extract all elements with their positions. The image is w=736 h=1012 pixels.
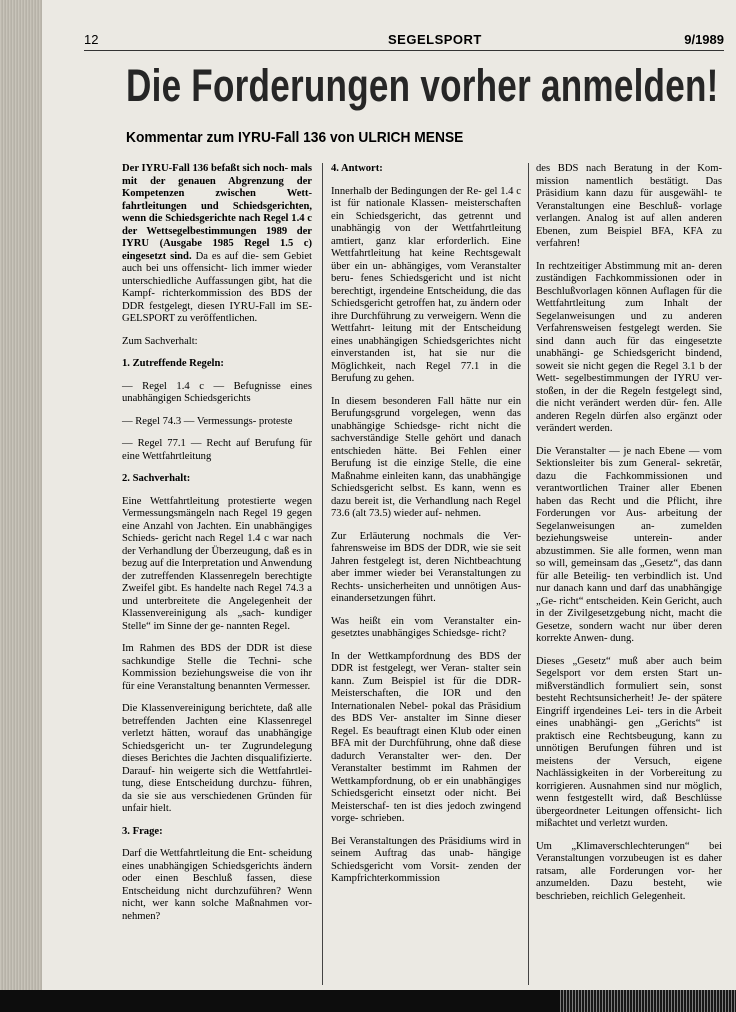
scan-bottom-border — [0, 990, 736, 1012]
paragraph: — Regel 1.4 c — Befugnisse eines unabhängigen Schiedsgerichts — [122, 380, 312, 404]
page-number: 12 — [84, 32, 99, 47]
paragraph: Bei Veranstaltungen des Präsidiums wird in seinem Auftrag das unab- hängige Schiedsgericht vom Vorsit- zenden der Kampfrichterkommission — [331, 835, 521, 884]
column-divider — [528, 163, 529, 985]
paragraph: Dieses „Gesetz“ muß aber auch beim Segelsport vor dem ersten Start un- mißverständlich formuliert sein, sonst besteht Rechtsunsicherheit! Je- der spätere Eingriff irgendeines Lei- ters in die Arbeit eines unabhängi- gen „Gerichts“ ist praktisch eine Rechtsbeugung, kann zu unnötigen Berufungen führen und ist meistens der Versuch, eigene Nachlässigkeiten in der Vorbereitung zu korrigieren. Ausnahmen sind nur möglich, wenn festgestellt wird, daß Beschlüsse übergeordneter Leitungen offensicht- lich mißachtet und verletzt wurden. — [536, 655, 722, 829]
running-header — [84, 32, 724, 52]
book-page-edge — [0, 0, 42, 1012]
journal-name: SEGELSPORT — [388, 32, 482, 47]
paragraph: — Regel 74.3 — Vermessungs- proteste — [122, 415, 293, 427]
paragraph: Zur Erläuterung nochmals die Ver- fahrensweise im BDS der DDR, wie sie seit Jahren festgelegt ist, deren Nichtbeachtung aber immer wieder bei Veranstaltungen zu Rechts- unsicherheiten und unnötigen Aus- einandersetzungen führt. — [331, 530, 521, 604]
column-3 — [536, 163, 722, 913]
article-subtitle: Kommentar zum IYRU-Fall 136 von ULRICH MENSE — [126, 129, 464, 146]
paragraph: Darf die Wettfahrtleitung die Ent- scheidung eines unabhängigen Schiedsgerichts ändern oder einen Beschluß fassen, diese Entscheidung nicht durchzuführen? Wenn nicht, wer kann solche Maßnahmen vor- nehmen? — [122, 848, 312, 922]
section-heading: 4. Antwort: — [331, 163, 383, 174]
paragraph: Innerhalb der Bedingungen der Re- gel 1.4 c ist für nationale Klassen- meisterschaften ein Schiedsgericht, das getrennt und unabhängig von der Wettfahrtleitung amtiert, ganz klar erforderlich. Eine Wettfahrtleitung hat keine Rechtsgewalt über ein un- abhängiges, vom Veranstalter beru- fenes Schiedsgericht und ist nicht berechtigt, irgendeine Entscheidung, die das Schiedsgericht getroffen hat, zu ändern oder ihre Durchführung zu verweigern. Wenn die Wettfahrt- leitung mit der Entscheidung eines unabhängigen Schiedsgerichtes nicht einverstanden ist, hat sie nur die Möglichkeit, nach Regel 77.1 in die Berufung zu gehen. — [331, 185, 521, 384]
section-heading: 3. Frage: — [122, 825, 163, 837]
paragraph: In der Wettkampfordnung des BDS der DDR ist festgelegt, wer Veran- stalter sein kann. Zum Beispiel ist für die DDR-Meisterschaften, die IOR und den Internationalen Nebel- pokal das Präsidium des BDS Ver- anstalter im Sinne dieser Regel. Es beauftragt einen Klub oder einen BFA mit der Durchführung, ohne daß diese dadurch Veranstalter wer- den. Der Veranstalter bestimmt im Rahmen der Wettkampfordnung, ob er ein unabhängiges Schiedsgericht einsetzt oder nicht. Bei Meisterschaf- ten ist dies jedoch zwingend vorge- schrieben. — [331, 650, 521, 824]
paragraph: Was heißt ein vom Veranstalter ein- gesetztes unabhängiges Schiedsge- richt? — [331, 615, 521, 639]
paragraph: Im Rahmen des BDS der DDR ist diese sachkundige Stelle die Techni- sche Kommission beziehungsweise die von ihr für eine Veranstaltung benannten Vermesser. — [122, 643, 312, 692]
lead-text: Der IYRU-Fall 136 befaßt sich noch- mals mit der genauen Abgrenzung der Kompetenzen zwischen Wett- fahrtleitungen und Schiedsgerichten, wenn die Schiedsgerichte nach Regel 1.4 c der Wettsegelbestimmungen 1989 der IYRU (Ausgabe 1985 Regel 1.5 c) eingesetzt sind. — [122, 163, 312, 262]
paragraph — [122, 163, 312, 326]
article-title: Die Forderungen vorher anmelden! — [126, 60, 719, 111]
column-divider — [322, 163, 323, 985]
column-1 — [122, 163, 312, 933]
section-heading: 2. Sachverhalt: — [122, 473, 191, 484]
header-rule — [84, 50, 724, 51]
section-heading: 1. Zutreffende Regeln: — [122, 358, 224, 369]
paragraph: Eine Wettfahrtleitung protestierte wegen Vermessungsmängeln nach Regel 19 gegen eine Anzahl von Jachten. Ein unabhängiges Schieds- gericht nach Regel 1.4 c war nach der Verhandlung der Überzeugung, daß es in bezug auf die Interpretation und Anwendung der zutreffenden Klassenregeln berechtigte Zweifel gibt. Es handelte nach Regel 74.3 a und unterbreitete die Angelegenheit der Klassenvereinigung als „sach- kundiger Stelle“ im Sinne der ge- nannten Regel. — [122, 495, 312, 632]
scan-ruler-strip — [560, 990, 736, 1012]
paragraph: — Regel 77.1 — Recht auf Berufung für eine Wettfahrtleitung — [122, 438, 312, 462]
paragraph: Die Klassenvereinigung berichtete, daß alle betreffenden Jachten eine Klassenregel verletzt hätten, worauf das unabhängige Schiedsgericht un- ter Zugrundelegung dieses Berichtes die Jachten disqualifizierte. Darauf- hin weigerte sich die Wettfahrtlei- tung, diese Entscheidung durchzu- führen, da sie sie aus verschiedenen Gründen für unfair hielt. — [122, 703, 312, 814]
paragraph: des BDS nach Beratung in der Kom- mission namentlich bestätigt. Das Präsidium kann dazu für ausgewähl- te Veranstaltungen eine Beschluß- vorlage verlangen. Analog ist auf allen anderen Ebenen, zum Beispiel BFA, KFA zu verfahren! — [536, 163, 722, 249]
paragraph: Um „Klimaverschlechterungen“ bei Veranstaltungen vorzubeugen ist es daher ratsam, alle Forderungen vor- her anzumelden. Dazu besteht, wie beschrieben, reichlich Gelegenheit. — [536, 840, 722, 902]
issue-number: 9/1989 — [684, 32, 724, 47]
paragraph: Die Veranstalter — je nach Ebene — vom Sektionsleiter bis zum General- sekretär, dazu die Fachkommissionen und verantwortlichen Trainer aller Ebenen haben das Recht und die Pflicht, ihre Forderungen vor Aus- arbeitung der Segelanweisungen an- zumelden beziehungsweise unterein- ander abzustimmen. Sie alle formen, wenn man so will, gemeinsam das „Gesetz“, das dann für alle Beteilig- ten verbindlich ist. Und nur danach kann und darf das unabhängige „Ge- richt“ entscheiden. Kein Gericht, auch in der Zivilgesetzgebung nicht, macht die Gesetze, sondern wacht nur über deren korrekte Anwen- dung. — [536, 445, 722, 644]
paragraph: In diesem besonderen Fall hätte nur ein Berufungsgrund vorgelegen, wenn das unabhängige Schiedsge- richt nicht die sachverständige Stelle gehört und danach entschieden hätte. Bei Fehlen einer Berufung ist die einzige Stelle, die eine Maßnahme einleiten kann, das unabhängige Schiedsgericht selbst. Es kann, wenn es dazu bereit ist, die Verhandlung nach Regel 73.6 (alt 73.5) wieder auf- nehmen. — [331, 395, 521, 519]
paragraph-text: Da es auf die- sem Gebiet auch bei uns offensicht- lich immer wieder unterschiedliche Auffassungen gibt, hat die Kampf- richterkommission des BDS der DDR festgelegt, diesen IYRU-Fall im SE- GELSPORT zu veröffentlichen. — [122, 250, 312, 324]
paragraph: In rechtzeitiger Abstimmung mit an- deren zuständigen Fachkommissionen oder in Beschlußvorlagen können Auflagen für die Wettfahrtleitung zum Inhalt der Segelanweisungen und zu anderen Verfahrensweisen festgelegt werden. Sie sind dann auch für das eingesetzte unabhängi- ge Schiedsgericht bindend, soweit sie nicht gegen die Regel 3.1 b der Wett- segelbestimmungen der IYRU ver- stoßen, in der die Regeln festgelegt sind, die nicht verändert werden dür- fen. Alle anderen Regeln dürfen also ergänzt oder verändert werden. — [536, 260, 722, 434]
column-2 — [331, 163, 521, 896]
paragraph: Zum Sachverhalt: — [122, 335, 198, 347]
